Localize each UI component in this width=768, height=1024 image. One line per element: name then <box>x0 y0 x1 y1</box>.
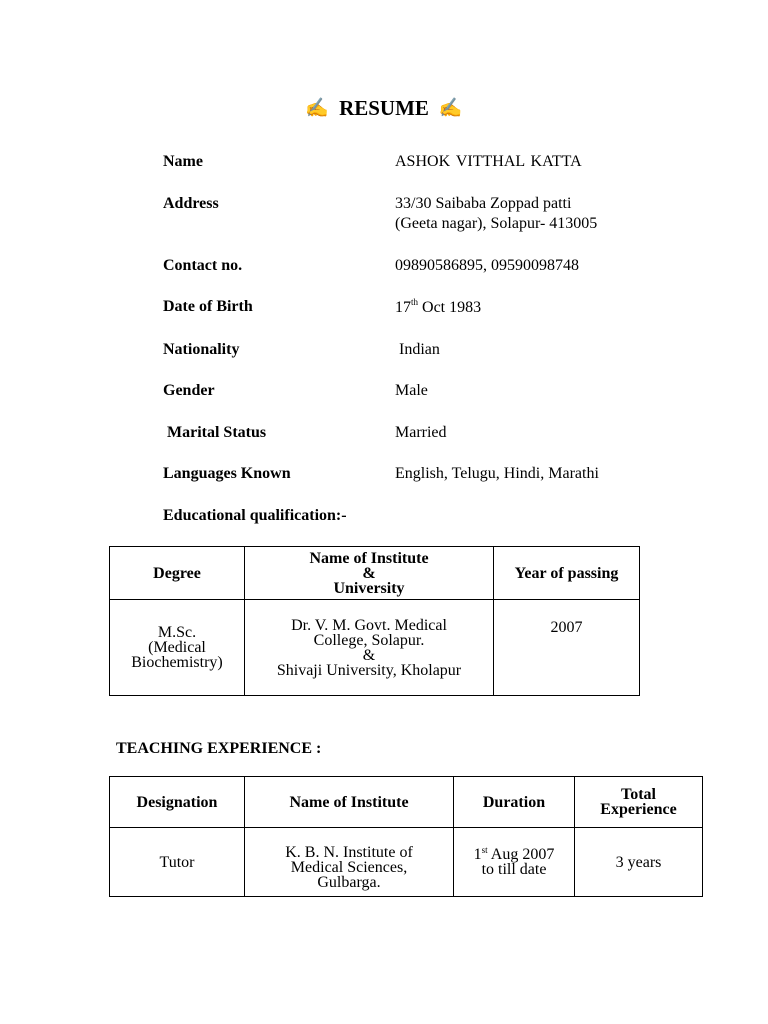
total-experience-header: Total Experience <box>575 777 703 828</box>
designation-header: Designation <box>110 777 245 828</box>
marital-status-value: Married <box>395 424 447 441</box>
gender-label: Gender <box>163 382 215 399</box>
name-label: Name <box>163 153 203 170</box>
name-value: ASHOK VITTHAL KATTA <box>395 153 582 170</box>
year-header: Year of passing <box>494 547 640 600</box>
institute-header: Name of Institute & University <box>245 547 494 600</box>
teaching-heading: TEACHING EXPERIENCE : <box>116 740 322 757</box>
gender-value: Male <box>395 382 428 399</box>
education-heading: Educational qualification:- <box>163 507 347 524</box>
degree-cell: M.Sc. (Medical Biochemistry) <box>110 600 245 696</box>
institute-header: Name of Institute <box>245 777 454 828</box>
address-value <box>395 194 597 234</box>
languages-label: Languages Known <box>163 465 291 482</box>
year-cell: 2007 <box>494 600 640 696</box>
designation-cell: Tutor <box>110 828 245 897</box>
duration-header: Duration <box>454 777 575 828</box>
duration-cell: 1st Aug 2007 to till date <box>454 828 575 897</box>
nationality-value: Indian <box>395 341 440 358</box>
institute-cell: Dr. V. M. Govt. Medical College, Solapur. & Shivaji University, Kholapur <box>245 600 494 696</box>
table-header-row <box>110 547 640 600</box>
table-row <box>110 828 703 897</box>
writing-hand-icon: ✍ <box>438 98 463 119</box>
address-line-1: 33/30 Saibaba Zoppad patti <box>395 195 572 212</box>
degree-header: Degree <box>110 547 245 600</box>
languages-value: English, Telugu, Hindi, Marathi <box>395 465 599 482</box>
total-experience-cell: 3 years <box>575 828 703 897</box>
table-header-row <box>110 777 703 828</box>
table-row <box>110 600 640 696</box>
contact-label: Contact no. <box>163 257 243 274</box>
teaching-table <box>109 776 703 897</box>
address-line-2: (Geeta nagar), Solapur- 413005 <box>395 215 598 232</box>
institute-cell: K. B. N. Institute of Medical Sciences, Gulbarga. <box>245 828 454 897</box>
contact-value: 09890586895, 09590098748 <box>395 257 579 274</box>
address-label: Address <box>163 195 219 212</box>
dob-value: 17th Oct 1983 <box>395 297 482 316</box>
dob-label: Date of Birth <box>163 298 253 315</box>
marital-status-label: Marital Status <box>163 424 267 441</box>
education-table <box>109 546 640 696</box>
nationality-label: Nationality <box>163 341 240 358</box>
writing-hand-icon: ✍ <box>305 98 330 119</box>
page-title: ✍ RESUME ✍ <box>305 96 463 120</box>
